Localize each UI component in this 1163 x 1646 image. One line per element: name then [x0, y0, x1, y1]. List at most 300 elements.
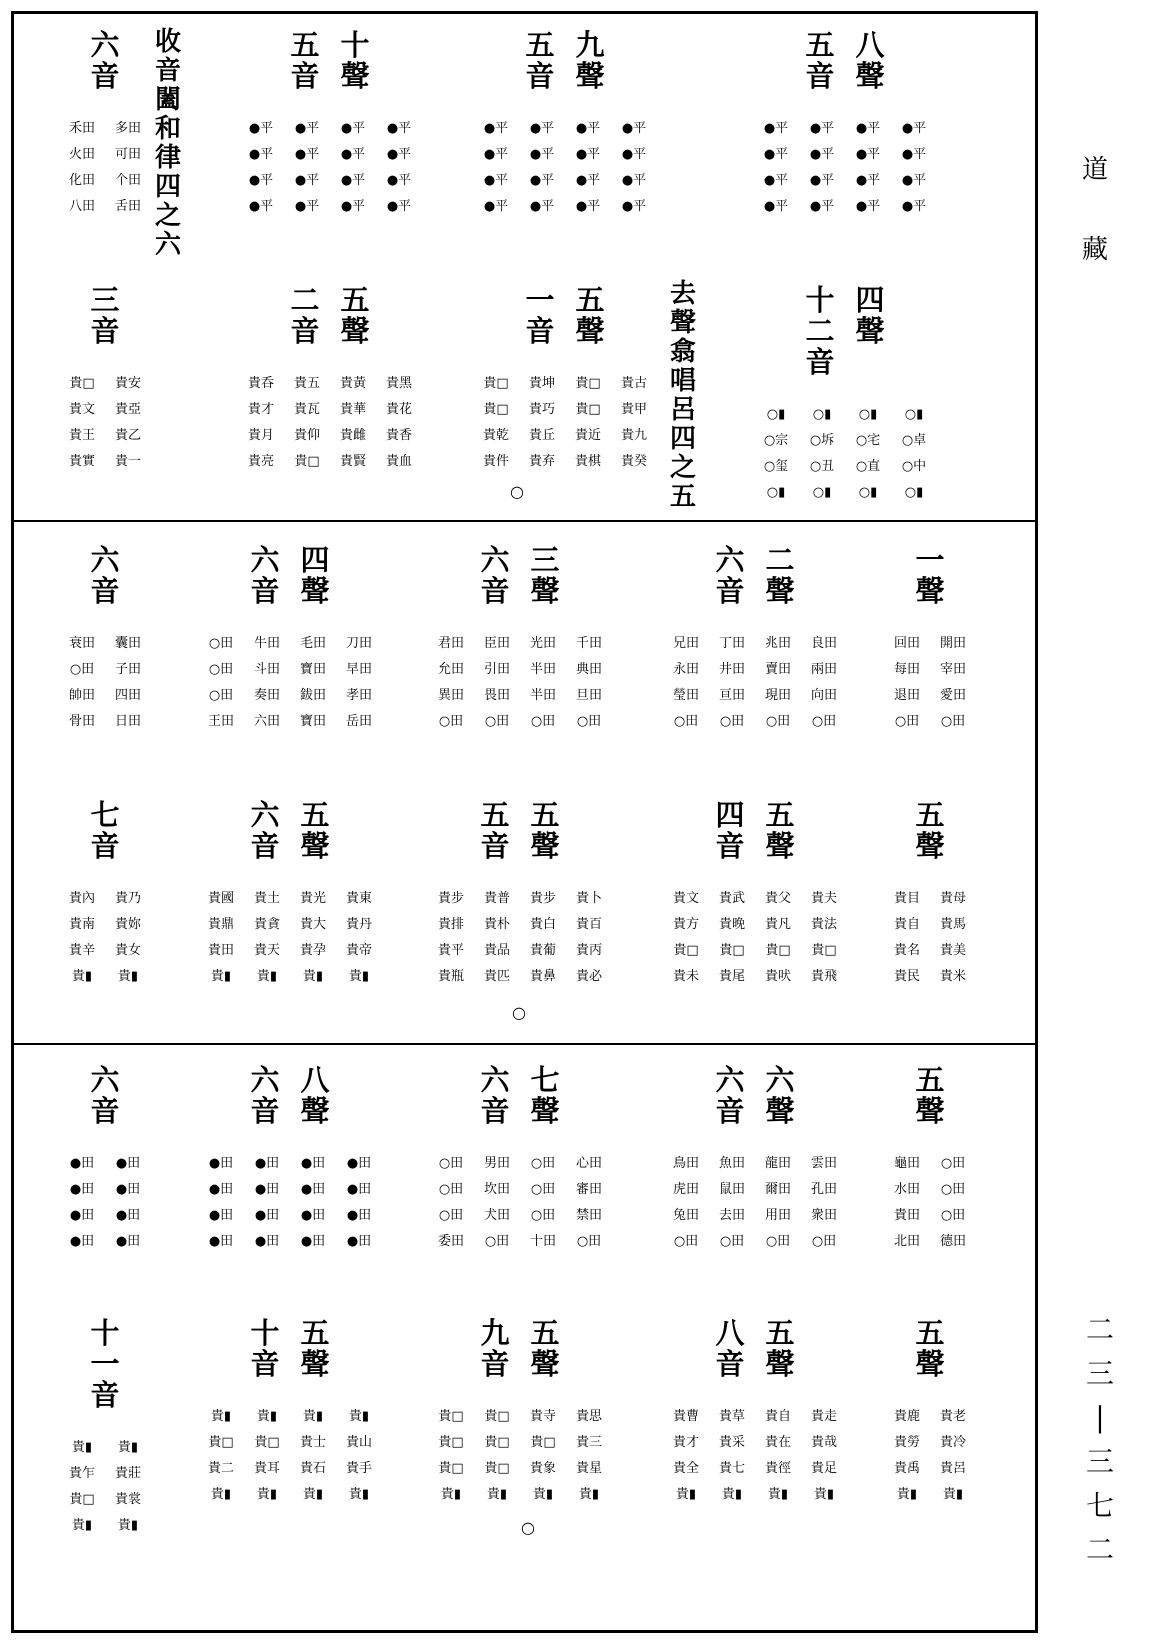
grid-cell: 貴自 [893, 917, 920, 932]
grid-cell: 貴丘 [528, 428, 555, 443]
grid-row [190, 1229, 390, 1255]
grid-cell: 現田 [764, 688, 791, 703]
grid-cell: 貴▮ [578, 1487, 600, 1502]
grid-cell: ○丑 [809, 459, 835, 474]
grid-row [190, 1203, 390, 1229]
grid-cell: 貴士 [299, 1435, 326, 1450]
title-char: 四 [670, 424, 697, 454]
table-block [880, 1065, 980, 1295]
grid-cell: 貴□ [484, 1435, 510, 1450]
grid-cell: 骨田 [68, 714, 95, 729]
heading-column [913, 1318, 947, 1380]
grid-row [420, 631, 620, 657]
grid-cell: 多田 [114, 121, 141, 136]
grid-cell: 化田 [68, 173, 95, 188]
grid-row [55, 168, 155, 194]
grid-cell: 貴賢 [339, 454, 366, 469]
grid-cell: 貴才 [672, 1435, 699, 1450]
grid-cell: ○田 [576, 1234, 602, 1249]
heading-char: 聲 [530, 1094, 560, 1128]
grid-cell: 貴□ [765, 943, 791, 958]
heading-column [478, 545, 512, 607]
grid-cell: 貴光 [299, 891, 326, 906]
heading-char: 音 [525, 314, 555, 348]
grid-cell: 貴□ [294, 454, 320, 469]
grid-cell: ●田 [346, 1156, 372, 1171]
heading-char: 六 [90, 1063, 120, 1097]
heading-column [763, 1065, 797, 1127]
table-block [55, 285, 155, 515]
grid-cell: 貴裳 [114, 1492, 141, 1507]
block-heading [230, 30, 430, 92]
grid-cell: 瑩田 [672, 688, 699, 703]
grid-cell: 良田 [810, 636, 837, 651]
block-grid [190, 886, 390, 990]
heading-char: 四 [715, 798, 745, 832]
grid-cell: 貴□ [484, 1409, 510, 1424]
heading-column [298, 1318, 332, 1380]
grid-cell: ●平 [248, 147, 274, 162]
heading-char: 聲 [915, 1094, 945, 1128]
block-heading [230, 285, 430, 347]
grid-cell: 早田 [345, 662, 372, 677]
grid-cell: 光田 [529, 636, 556, 651]
grid-row [465, 116, 665, 142]
heading-char: 音 [90, 59, 120, 93]
table-block [655, 1065, 855, 1295]
grid-cell: 貴山 [345, 1435, 372, 1450]
heading-column [523, 285, 557, 347]
grid-row [55, 912, 155, 938]
grid-cell: 貴▮ [256, 969, 278, 984]
title-char: 聲 [670, 308, 697, 338]
circle-mark: ○ [521, 1518, 535, 1537]
grid-cell: 貴吠 [764, 969, 791, 984]
grid-cell: 鳥田 [672, 1156, 699, 1171]
grid-cell: 貴三 [575, 1435, 602, 1450]
block-heading [55, 285, 155, 347]
heading-char: 五 [575, 283, 605, 317]
grid-cell: 貴□ [575, 402, 601, 417]
grid-cell: 貴法 [810, 917, 837, 932]
grid-cell: 貴件 [482, 454, 509, 469]
grid-cell: ●平 [809, 147, 835, 162]
grid-cell: ●平 [248, 173, 274, 188]
heading-column [713, 1318, 747, 1380]
title-char: 和 [155, 114, 182, 144]
grid-cell: ●平 [340, 199, 366, 214]
grid-cell: ●田 [69, 1208, 95, 1223]
title-char: 音 [155, 56, 182, 86]
grid-cell: 貴尾 [718, 969, 745, 984]
grid-cell: 貴晚 [718, 917, 745, 932]
grid-cell: 貴女 [114, 943, 141, 958]
grid-cell: 貴實 [68, 454, 95, 469]
grid-cell: 貴卜 [575, 891, 602, 906]
grid-cell: 兩田 [810, 662, 837, 677]
grid-row [880, 886, 980, 912]
heading-char: 音 [480, 574, 510, 608]
grid-row [55, 631, 155, 657]
grid-cell: ●田 [346, 1208, 372, 1223]
grid-cell: 典田 [575, 662, 602, 677]
grid-cell: 貴匹 [483, 969, 510, 984]
grid-cell: 貴□ [484, 1461, 510, 1476]
table-block [55, 1318, 155, 1548]
title-char: 六 [155, 230, 182, 260]
grid-cell: 兔田 [672, 1208, 699, 1223]
block-heading [745, 30, 945, 92]
block-heading [190, 1065, 390, 1127]
grid-cell: 貴星 [575, 1461, 602, 1476]
grid-row [745, 428, 945, 454]
grid-cell: 貴飛 [810, 969, 837, 984]
grid-cell: ●平 [855, 147, 881, 162]
heading-char: 聲 [915, 829, 945, 863]
grid-cell: 魚田 [718, 1156, 745, 1171]
grid-row [880, 1430, 980, 1456]
grid-cell: ○田 [530, 1182, 556, 1197]
grid-cell: 愛田 [939, 688, 966, 703]
heading-char: 聲 [530, 574, 560, 608]
grid-cell: 貴▮ [302, 1409, 324, 1424]
grid-row [880, 1482, 980, 1508]
grid-cell: ●平 [340, 173, 366, 188]
grid-cell: 貴▮ [71, 1518, 93, 1533]
grid-cell: ●田 [254, 1182, 280, 1197]
grid-cell: 引田 [483, 662, 510, 677]
heading-char: 十 [250, 1316, 280, 1350]
grid-cell: ○田 [719, 714, 745, 729]
grid-cell: 貴采 [718, 1435, 745, 1450]
grid-cell: 貴▮ [486, 1487, 508, 1502]
grid-cell: 貴□ [438, 1435, 464, 1450]
grid-cell: 貴象 [529, 1461, 556, 1476]
heading-char: 五 [300, 798, 330, 832]
grid-cell: 委田 [437, 1234, 464, 1249]
heading-char: 五 [480, 798, 510, 832]
grid-row [465, 371, 665, 397]
heading-column [523, 30, 557, 92]
grid-cell: 貴帝 [345, 943, 372, 958]
grid-row [655, 1482, 855, 1508]
grid-cell: ●田 [346, 1182, 372, 1197]
grid-cell: 貴全 [672, 1461, 699, 1476]
grid-cell: ○▮ [858, 407, 878, 422]
grid-cell: 貴□ [673, 943, 699, 958]
grid-row [655, 709, 855, 735]
heading-column [713, 800, 747, 862]
grid-cell: 貴足 [810, 1461, 837, 1476]
grid-cell: 貴白 [529, 917, 556, 932]
grid-cell: 貴巧 [528, 402, 555, 417]
heading-char: 聲 [765, 1347, 795, 1381]
block-grid [230, 371, 430, 475]
grid-cell: 衆田 [810, 1208, 837, 1223]
grid-row [55, 1229, 155, 1255]
grid-cell: ●田 [300, 1208, 326, 1223]
heading-column [298, 545, 332, 607]
grid-cell: 貴坤 [528, 376, 555, 391]
table-block [745, 285, 945, 515]
grid-cell: ●田 [115, 1156, 141, 1171]
grid-row [55, 886, 155, 912]
grid-cell: 貴▮ [210, 1487, 232, 1502]
grid-cell: ●田 [69, 1234, 95, 1249]
block-heading [420, 545, 620, 607]
heading-char: 八 [300, 1063, 330, 1097]
heading-char: 六 [250, 1063, 280, 1097]
heading-char: 五 [530, 798, 560, 832]
grid-cell: ○田 [208, 636, 234, 651]
grid-row [230, 194, 430, 220]
grid-cell: 貴普 [483, 891, 510, 906]
heading-column [913, 545, 947, 607]
block-heading [655, 800, 855, 862]
grid-cell: 用田 [764, 1208, 791, 1223]
grid-row [655, 631, 855, 657]
heading-char: 聲 [915, 574, 945, 608]
grid-cell: ○坼 [809, 433, 835, 448]
grid-cell: ●平 [621, 173, 647, 188]
heading-char: 五 [340, 283, 370, 317]
grid-cell: 貴冷 [939, 1435, 966, 1450]
grid-cell: 龜田 [893, 1156, 920, 1171]
heading-char: 八 [855, 28, 885, 62]
heading-char: 七 [530, 1063, 560, 1097]
grid-cell: 貴二 [207, 1461, 234, 1476]
grid-row [190, 1482, 390, 1508]
heading-char: 十 [90, 1316, 120, 1350]
heading-char: 音 [290, 314, 320, 348]
heading-char: 二 [805, 314, 835, 348]
heading-column [88, 1318, 122, 1411]
grid-row [55, 709, 155, 735]
grid-cell: ●平 [386, 147, 412, 162]
grid-cell: 宰田 [939, 662, 966, 677]
grid-cell: 貴內 [68, 891, 95, 906]
grid-cell: ●平 [575, 173, 601, 188]
block-grid [230, 116, 430, 220]
block-grid [655, 1151, 855, 1255]
grid-row [420, 1229, 620, 1255]
block-heading [420, 1318, 620, 1380]
grid-cell: 貴□ [575, 376, 601, 391]
heading-char: 聲 [300, 829, 330, 863]
heading-char: 音 [90, 314, 120, 348]
grid-row [880, 964, 980, 990]
grid-cell: ●平 [763, 147, 789, 162]
grid-row [465, 397, 665, 423]
grid-cell: ○直 [855, 459, 881, 474]
grid-cell: ●平 [386, 199, 412, 214]
heading-char: 三 [90, 283, 120, 317]
grid-cell: 貴亞 [114, 402, 141, 417]
grid-cell: 貴寺 [529, 1409, 556, 1424]
grid-cell: 貴南 [68, 917, 95, 932]
grid-cell: 貴□ [69, 1492, 95, 1507]
grid-cell: 貴走 [810, 1409, 837, 1424]
heading-char: 聲 [915, 1347, 945, 1381]
grid-row [745, 194, 945, 220]
grid-row [190, 1430, 390, 1456]
grid-row [420, 1430, 620, 1456]
heading-column [803, 30, 837, 92]
grid-cell: 貴乙 [114, 428, 141, 443]
grid-cell: 回田 [893, 636, 920, 651]
title-char: 收 [155, 27, 182, 57]
heading-column [478, 1318, 512, 1380]
grid-cell: ●田 [300, 1234, 326, 1249]
grid-cell: ●平 [529, 147, 555, 162]
heading-char: 音 [715, 1347, 745, 1381]
page-number [1082, 1308, 1118, 1572]
grid-cell: 貴名 [893, 943, 920, 958]
heading-column [528, 1318, 562, 1380]
heading-column [478, 800, 512, 862]
grid-cell: 衰田 [68, 636, 95, 651]
grid-cell: 貴古 [620, 376, 647, 391]
grid-cell: 貴思 [575, 1409, 602, 1424]
title-char: 律 [155, 143, 182, 173]
grid-row [655, 657, 855, 683]
grid-row [55, 423, 155, 449]
grid-cell: 貴▮ [942, 1487, 964, 1502]
grid-cell: ●田 [208, 1156, 234, 1171]
grid-cell: ●平 [340, 147, 366, 162]
grid-row [745, 116, 945, 142]
grid-cell: ○田 [438, 1156, 464, 1171]
heading-column [88, 800, 122, 862]
grid-row [655, 912, 855, 938]
heading-char: 五 [915, 1063, 945, 1097]
heading-char: 聲 [575, 314, 605, 348]
grid-cell: ○▮ [904, 407, 924, 422]
heading-char: 聲 [530, 829, 560, 863]
title-char: 之 [670, 453, 697, 483]
grid-cell: 井田 [718, 662, 745, 677]
heading-column [573, 285, 607, 347]
grid-row [190, 1177, 390, 1203]
grid-row [655, 1430, 855, 1456]
grid-cell: ●平 [483, 173, 509, 188]
block-grid [55, 886, 155, 990]
heading-column [298, 1065, 332, 1127]
grid-cell: ○田 [940, 714, 966, 729]
grid-cell: ○田 [673, 714, 699, 729]
grid-cell: 貴曹 [672, 1409, 699, 1424]
grid-row [230, 423, 430, 449]
table-block [420, 1065, 620, 1295]
grid-cell: 貴安 [114, 376, 141, 391]
heading-char: 十 [340, 28, 370, 62]
grid-cell: ●平 [763, 173, 789, 188]
heading-char: 音 [715, 1094, 745, 1128]
grid-cell: 貴□ [719, 943, 745, 958]
heading-char: 五 [765, 1316, 795, 1350]
grid-row [655, 1404, 855, 1430]
grid-cell: ○田 [208, 688, 234, 703]
grid-row [420, 657, 620, 683]
grid-cell: 貴大 [299, 917, 326, 932]
table-block [465, 30, 665, 260]
grid-cell: ○宗 [763, 433, 789, 448]
section-title [670, 280, 696, 512]
grid-cell: 貴石 [299, 1461, 326, 1476]
grid-cell: 貴一 [114, 454, 141, 469]
heading-char: 音 [805, 59, 835, 93]
block-grid [880, 1151, 980, 1255]
title-char: 去 [670, 279, 697, 309]
grid-cell: ○▮ [904, 485, 924, 500]
grid-cell: 貴□ [438, 1409, 464, 1424]
grid-row [230, 371, 430, 397]
table-block [420, 545, 620, 775]
heading-char: 聲 [765, 574, 795, 608]
grid-cell: ○田 [484, 714, 510, 729]
grid-cell: 貴凡 [764, 917, 791, 932]
grid-cell: ●平 [855, 199, 881, 214]
grid-cell: ●平 [809, 173, 835, 188]
grid-row [465, 142, 665, 168]
grid-row [55, 964, 155, 990]
grid-cell: 貴□ [811, 943, 837, 958]
block-grid [465, 371, 665, 475]
grid-row [880, 657, 980, 683]
grid-cell: 貴▮ [767, 1487, 789, 1502]
grid-cell: 兄田 [672, 636, 699, 651]
table-block [190, 545, 390, 775]
grid-cell: 貴品 [483, 943, 510, 958]
grid-row [655, 938, 855, 964]
heading-char: 七 [90, 798, 120, 832]
block-grid [655, 886, 855, 990]
grid-cell: 貴國 [207, 891, 234, 906]
block-heading [55, 1318, 155, 1411]
grid-cell: 貴▮ [302, 969, 324, 984]
grid-cell: 貴米 [939, 969, 966, 984]
grid-row [55, 683, 155, 709]
grid-row [230, 449, 430, 475]
grid-cell: ○田 [530, 714, 556, 729]
grid-row [420, 683, 620, 709]
grid-cell: 雲田 [810, 1156, 837, 1171]
heading-char: 音 [480, 1094, 510, 1128]
heading-char: 音 [90, 1094, 120, 1128]
block-heading [655, 1318, 855, 1380]
heading-char: 九 [575, 28, 605, 62]
block-heading [465, 30, 665, 92]
grid-row [55, 142, 155, 168]
table-block [230, 285, 430, 515]
grid-cell: ●平 [809, 121, 835, 136]
grid-cell: 貴瓶 [437, 969, 464, 984]
grid-cell: ●平 [294, 199, 320, 214]
heading-char: 五 [525, 28, 555, 62]
grid-row [55, 1177, 155, 1203]
grid-cell: 審田 [575, 1182, 602, 1197]
block-heading [190, 545, 390, 607]
grid-cell: 爾田 [764, 1182, 791, 1197]
block-grid [55, 116, 155, 220]
block-heading [190, 1318, 390, 1380]
grid-cell: 貴文 [68, 402, 95, 417]
grid-row [190, 709, 390, 735]
grid-cell: 貴妳 [114, 917, 141, 932]
heading-char: 音 [525, 59, 555, 93]
block-grid [420, 1404, 620, 1508]
block-grid [420, 1151, 620, 1255]
